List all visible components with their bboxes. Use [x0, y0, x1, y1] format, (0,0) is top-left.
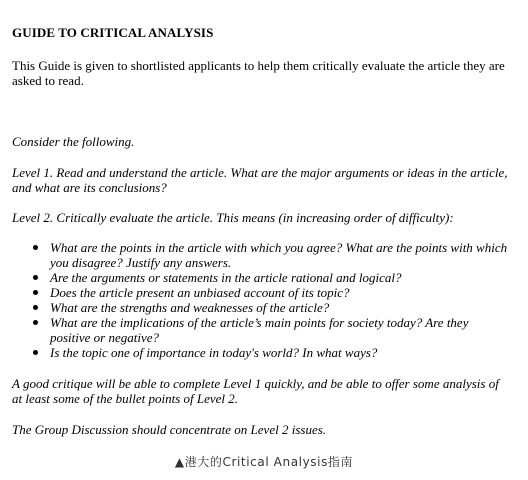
group-discussion-paragraph: The Group Discussion should concentrate on Level 2 issues.: [12, 422, 327, 437]
list-item: [12, 240, 512, 270]
document-title: GUIDE TO CRITICAL ANALYSIS: [12, 25, 214, 40]
list-item-text: Does the article present an unbiased account of its topic?: [50, 285, 350, 300]
critique-paragraph: A good critique will be able to complete Level 1 quickly, and be able to offer some analysis of at least some of the bullet points of Level 2.: [12, 376, 499, 406]
list-item: [12, 270, 512, 285]
bullet-icon: [33, 275, 38, 280]
level-1-paragraph: Level 1. Read and understand the article. What are the major arguments or ideas in the article, and what are its conclusions?: [12, 165, 508, 195]
list-item-text: What are the implications of the article’s main points for society today? Are they positive or negative?: [50, 315, 469, 345]
bullet-icon: [33, 290, 38, 295]
bullet-icon: [33, 305, 38, 310]
list-item-text: What are the points in the article with which you agree? What are the points with which you disagree? Justify any answers.: [50, 240, 508, 270]
level-2-bullet-list: [12, 240, 512, 360]
consider-line: Consider the following.: [12, 134, 135, 149]
image-caption: ▲港大的Critical Analysis指南: [174, 455, 354, 469]
list-item: [12, 315, 512, 345]
list-item-text: What are the strengths and weaknesses of the article?: [50, 300, 330, 315]
bullet-icon: [33, 245, 38, 250]
list-item: [12, 345, 512, 360]
bullet-icon: [33, 350, 38, 355]
intro-paragraph: This Guide is given to shortlisted applicants to help them critically evaluate the article they are asked to read.: [12, 58, 505, 88]
list-item-text: Is the topic one of importance in today's world? In what ways?: [50, 345, 378, 360]
list-item-text: Are the arguments or statements in the article rational and logical?: [50, 270, 402, 285]
bullet-icon: [33, 320, 38, 325]
level-2-paragraph: Level 2. Critically evaluate the article. This means (in increasing order of difficulty):: [12, 210, 454, 225]
list-item: [12, 300, 512, 315]
list-item: [12, 285, 512, 300]
